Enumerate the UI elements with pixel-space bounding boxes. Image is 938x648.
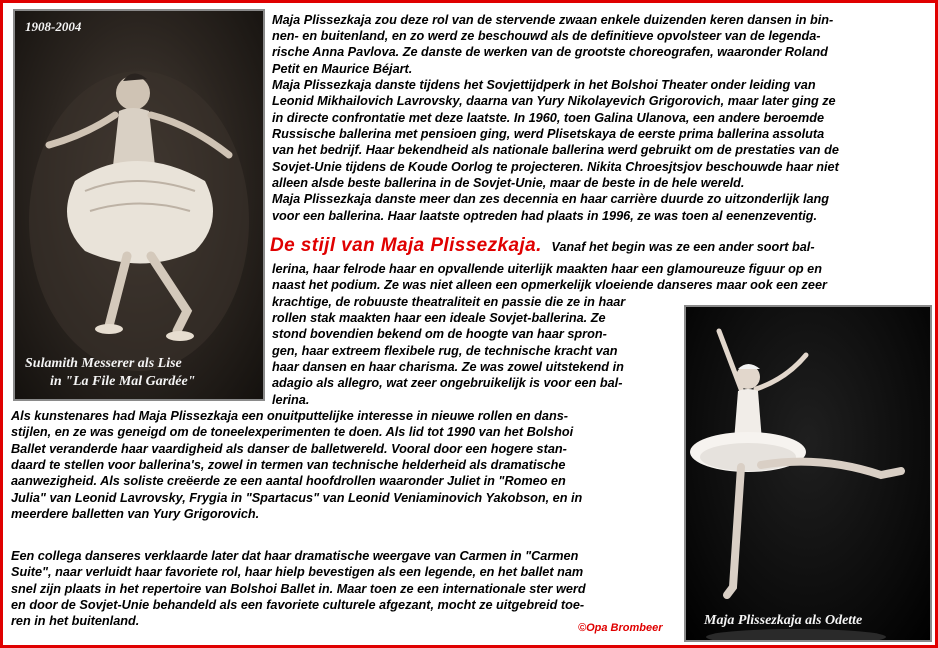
text-line: aanwezigheid. Als soliste creëerde ze een aantal hoofdrollen waaronder Juliet in "Romeo en <box>11 474 566 488</box>
text-line: Petit en Maurice Béjart. <box>272 62 413 76</box>
photo-caption-line-1: Sulamith Messerer als Lise <box>25 356 182 371</box>
text-line: naast het podium. Ze was niet alleen een opmerkelijk vloeiende danseres maar ook een zeer <box>272 278 827 292</box>
text-line: lerina, haar felrode haar en opvallende uiterlijk maakten haar een glamoureuze figuur op en <box>272 262 822 276</box>
text-line: ren in het buitenland. <box>11 614 140 628</box>
text-line: meerdere balletten van Yury Grigorovich. <box>11 507 260 521</box>
text-line: lerina. <box>272 393 310 407</box>
text-line: nen- en buitenland, en zo werd ze beschouwd als de definitieve opvolsteer van de legenda- <box>272 29 821 43</box>
text-line: haar dansen en haar charisma. Ze was zowel uitstekend in <box>272 360 624 374</box>
photo-caption: Maja Plissezkaja als Odette <box>704 613 863 628</box>
text-line: adagio als allegro, wat zeer ongebruikelijk is voor een bal- <box>272 376 623 390</box>
text-line: in directe confrontatie met deze laatste. In 1960, toen Galina Ulanova, een andere beroemde <box>272 111 825 125</box>
text-line: gen, haar extreem flexibele rug, de technische kracht van <box>272 344 618 358</box>
text-line: Julia" van Leonid Lavrovsky, Frygia in "Spartacus" van Leonid Veniaminovich Yakobson, en in <box>11 491 583 505</box>
copyright-credit: ©Opa Brombeer <box>578 622 663 634</box>
text-line: krachtige, de robuuste theatraliteit en passie die ze in haar <box>272 295 626 309</box>
text-line: stond bovendien bekend om de hoogte van haar spron- <box>272 327 607 341</box>
text-line: stijlen, en ze was geneigd om de toneelexperimenten te doen. Als lid tot 1990 van het Bolshoi <box>11 425 574 439</box>
text-line: voor een ballerina. Haar laatste optreden had plaats in 1996, ze was toen al eenenzeventig. <box>272 209 818 223</box>
photo-maja-odette <box>684 305 932 642</box>
text-line: van het bedrijf. Haar bekendheid als nationale ballerina werd gebruikt om de prestaties van de <box>272 143 839 157</box>
heading-tail-text: Vanaf het begin was ze een ander soort bal- <box>551 240 815 254</box>
text-line: Sovjet-Unie tijdens de Koude Oorlog te projecteren. Nikita Chroesjtsjov beschouwde haar niet <box>272 160 839 174</box>
text-line: Russische ballerina met pensioen ging, werd Plisetskaya de eerste prima ballerina assoluta <box>272 127 825 141</box>
text-line: Een collega danseres verklaarde later dat haar dramatische weergave van Carmen in "Carmen <box>11 549 579 563</box>
photo-years: 1908-2004 <box>25 19 82 34</box>
text-line: Suite", naar verluidt haar favoriete rol, haar hielp bevestigen als een legende, en het ballet nam <box>11 565 584 579</box>
text-line: alleen alsde beste ballerina in de Sovjet-Unie, maar de beste in de hele wereld. <box>272 176 745 190</box>
section-heading: De stijl van Maja Plissezkaja. <box>270 235 542 256</box>
text-line: daard te stellen voor ballerina's, zowel in termen van technische helderheid als dramatische <box>11 458 566 472</box>
text-line: Maja Plissezkaja danste tijdens het Sovjettijdperk in het Bolshoi Theater onder leiding van <box>272 78 816 92</box>
photo-sulamith-messerer <box>13 9 265 401</box>
photo-caption-line-2: in "La File Mal Gardée" <box>50 374 196 389</box>
text-line: Als kunstenares had Maja Plissezkaja een onuitputtelijke interesse in nieuwe rollen en dans- <box>11 409 569 423</box>
dancer-illustration-left <box>15 11 263 399</box>
text-line: rische Anna Pavlova. Ze danste de werken van de grootste choreografen, waaronder Roland <box>272 45 828 59</box>
text-line: snel zijn plaats in het repertoire van Bolshoi Ballet in. Maar toen ze een internationale ster werd <box>11 582 586 596</box>
text-line: Leonid Mikhailovich Lavrovsky, daarna van Yury Nikolayevich Grigorovich, maar later ging ze <box>272 94 836 108</box>
text-line: Ballet veranderde haar vaardigheid als danser de balletwereld. Vooral door een hogere stan- <box>11 442 567 456</box>
text-line: Maja Plissezkaja zou deze rol van de stervende zwaan enkele duizenden keren dansen in bin- <box>272 13 834 27</box>
dancer-illustration-right <box>686 307 930 640</box>
section-heading-line <box>270 235 815 258</box>
text-line: Maja Plissezkaja danste meer dan zes decennia en haar carrière duurde zo uitzonderlijk lang <box>272 192 830 206</box>
text-line: en door de Sovjet-Unie behandeld als een favoriete culturele afgezant, mocht ze uitgebreid toe- <box>11 598 585 612</box>
text-line: rollen stak maakten haar een ideale Sovjet-ballerina. Ze <box>272 311 606 325</box>
